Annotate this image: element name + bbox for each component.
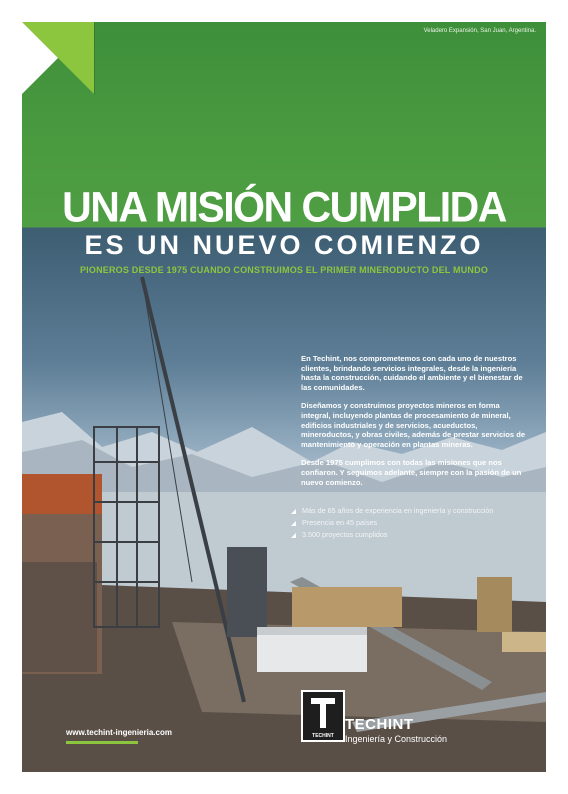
body-paragraph: Diseñamos y construimos proyectos mineros en forma integral, incluyendo plantas de procesamiento de mineral, edificios industriales y de servicios, acueductos, mineroductos, y obras civiles, además de prestar servicios de mantenimiento y operación en plantas mineras.: [301, 401, 526, 449]
bullet-text: Presencia en 45 países: [302, 518, 378, 527]
logo-t-stem: [320, 698, 326, 728]
triangle-bullet-icon: [291, 521, 296, 526]
triangle-bullet-icon: [291, 509, 296, 514]
bullet-text: 3.500 proyectos cumplidos: [302, 530, 388, 539]
techint-logo: [301, 690, 345, 742]
photo-caption: Veladero Expansión, San Juan, Argentina.: [423, 28, 536, 34]
bullet-item: [291, 517, 531, 529]
headline: UNA MISIÓN CUMPLIDA: [62, 182, 506, 232]
bullet-text: Más de 65 años de experiencia en ingeniería y construcción: [302, 506, 494, 515]
bullet-list: [291, 505, 531, 541]
body-paragraph: Desde 1975 cumplimos con todas las misiones que nos confiaron. Y seguimos adelante, siempre con la pasión de un nuevo comienzo.: [301, 458, 522, 487]
folded-corner: [22, 22, 94, 94]
website-underline: [66, 741, 138, 744]
triangle-bullet-icon: [291, 533, 296, 538]
brand-name: TECHINT: [345, 716, 414, 733]
body-paragraph: En Techint, nos comprometemos con cada uno de nuestros clientes, brindando servicios integrales, desde la ingeniería hasta la construcción, cuidando el ambiente y el bienestar de las comunidades.: [301, 354, 523, 392]
body-text: [301, 354, 531, 496]
subheadline: ES UN NUEVO COMIENZO: [84, 230, 484, 260]
brand-subtitle: Ingeniería y Construcción: [345, 734, 448, 744]
advertisement-page: [22, 22, 546, 772]
logo-box-text: TECHINT: [312, 733, 334, 739]
bullet-item: [291, 529, 531, 541]
website-link[interactable]: www.techint-ingenieria.com: [66, 728, 172, 737]
bullet-item: [291, 505, 531, 517]
tagline: PIONEROS DESDE 1975 CUANDO CONSTRUIMOS EL PRIMER MINERODUCTO DEL MUNDO: [79, 265, 489, 275]
